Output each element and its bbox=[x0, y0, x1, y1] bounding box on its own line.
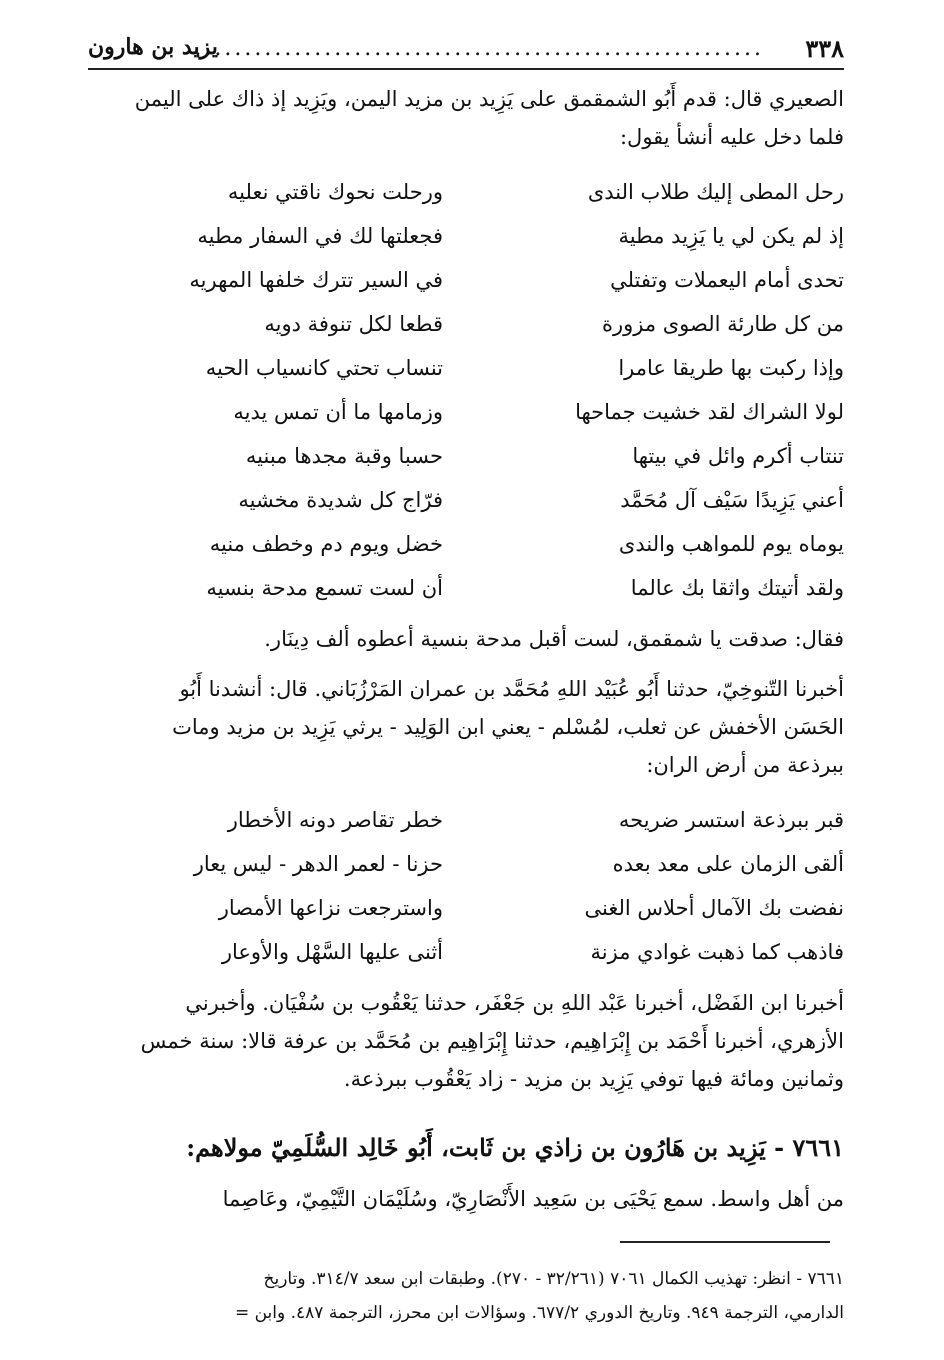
poem-one bbox=[88, 180, 844, 620]
footnote-separator bbox=[620, 1241, 830, 1243]
second-hemistich: فرّاج كل شديدة مخشيه bbox=[238, 488, 443, 512]
first-hemistich: تنتاب أكرم وائل في بيتها bbox=[632, 444, 844, 468]
second-hemistich: أثنى عليها السَّهْل والأوعار bbox=[221, 940, 443, 964]
paragraph-line: أخبرنا التّنوخِيّ، حدثنا أَبُو عُبَيْد اللهِ مُحَمَّد بن عمران المَرْزُبَاني. قال: أنشدنا أَبُو bbox=[179, 677, 844, 701]
first-hemistich: يوماه يوم للمواهب والندى bbox=[618, 532, 844, 556]
paragraph-line: أخبرنا ابن الفَضْل، أخبرنا عَبْد اللهِ بن جَعْفَر، حدثنا يَعْقُوب بن سُفْيَان. وأخبرني bbox=[185, 991, 844, 1015]
paragraph-line: الحَسَن الأخفش عن ثعلب، لمُسْلم - يعني ابن الوَلِيد - يرثي يَزِيد بن مزيد ومات bbox=[172, 715, 844, 739]
intro-paragraph bbox=[88, 80, 844, 156]
first-hemistich: إذ لم يكن لي يا يَزِيد مطية bbox=[618, 224, 844, 248]
verse bbox=[88, 808, 844, 852]
second-hemistich: أن لست تسمع مدحة بنسيه bbox=[206, 576, 443, 600]
second-hemistich: حزنا - لعمر الدهر - ليس يعار bbox=[193, 852, 443, 876]
verse bbox=[88, 896, 844, 940]
closing-line: فقال: صدقت يا شمقمق، لست أقبل مدحة بنسية أعطوه ألف دِينَار. bbox=[264, 627, 844, 651]
second-hemistich: فجعلتها لك في السفار مطيه bbox=[197, 224, 443, 248]
first-hemistich: نفضت بك الآمال أحلاس الغنى bbox=[584, 896, 844, 920]
verse bbox=[88, 268, 844, 312]
paragraph-line: وثمانين ومائة فيها توفي يَزِيد بن مزيد - زاد يَعْقُوب ببرذعة. bbox=[343, 1067, 844, 1091]
first-hemistich: رحل المطى إليك طلاب الندى bbox=[587, 180, 844, 204]
first-hemistich: وإذا ركبت بها طريقا عامرا bbox=[618, 356, 844, 380]
second-hemistich: قطعا لكل تنوفة دويه bbox=[264, 312, 443, 336]
paragraph-line: ببرذعة من أرض الران: bbox=[646, 753, 844, 777]
intro-line: فلما دخل عليه أنشأ يقول: bbox=[619, 125, 844, 149]
verse bbox=[88, 532, 844, 576]
first-hemistich: لولا الشراك لقد خشيت جماحها bbox=[575, 400, 844, 424]
second-hemistich: خطر تقاصر دونه الأخطار bbox=[227, 808, 443, 832]
page-header bbox=[88, 34, 844, 70]
page-number: ٣٣٨ bbox=[805, 34, 844, 63]
verse bbox=[88, 224, 844, 268]
intro-line: الصعيري قال: قدم أَبُو الشمقمق على يَزِيد بن مزيد اليمن، ويَزِيد إذ ذاك على اليمن bbox=[134, 87, 844, 111]
running-title: يزيد بن هارون bbox=[88, 34, 218, 60]
verse bbox=[88, 576, 844, 620]
first-hemistich: من كل طارئة الصوى مزورة bbox=[601, 312, 844, 336]
verse bbox=[88, 444, 844, 488]
second-hemistich: حسبا وقبة مجدها مبنيه bbox=[245, 444, 443, 468]
entry-line: من أهل واسط. سمع يَحْيَى بن سَعِيد الأَنْصَارِيّ، وسُلَيْمَان التَّيْمِيّ، وعَاصِما bbox=[222, 1187, 844, 1211]
first-hemistich: فاذهب كما ذهبت غوادي مزنة bbox=[590, 940, 844, 964]
verse bbox=[88, 180, 844, 224]
poem-two bbox=[88, 808, 844, 984]
verse bbox=[88, 488, 844, 532]
biography-entry-text bbox=[88, 1180, 844, 1218]
verse bbox=[88, 852, 844, 896]
verse bbox=[88, 400, 844, 444]
second-hemistich: في السير تترك خلفها المهريه bbox=[189, 268, 443, 292]
footnote bbox=[88, 1262, 844, 1330]
footnote-line: الدارمي، الترجمة ٩٤٩. وتاريخ الدوري ٦٧٧/٢. وسؤالات ابن محرز، الترجمة ٤٨٧. وابن = bbox=[234, 1303, 844, 1323]
first-hemistich: ألقى الزمان على معد بعده bbox=[612, 852, 844, 876]
second-hemistich: ورحلت نحوك ناقتي نعليه bbox=[227, 180, 443, 204]
footnote-line: ٧٦٦١ - انظر: تهذيب الكمال ٧٠٦١ (٣٢/٢٦١ - ٢٧٠). وطبقات ابن سعد ٣١٤/٧. وتاريخ bbox=[263, 1269, 844, 1289]
poem-one-closing bbox=[88, 620, 844, 658]
third-paragraph bbox=[88, 984, 844, 1098]
second-paragraph bbox=[88, 670, 844, 784]
second-hemistich: تنساب تحتي كانسياب الحيه bbox=[205, 356, 443, 380]
header-leader-dots: ......................................................... bbox=[194, 36, 764, 61]
first-hemistich: تحدى أمام اليعملات وتفتلي bbox=[610, 268, 844, 292]
second-hemistich: خضل ويوم دم وخطف منيه bbox=[209, 532, 443, 556]
second-hemistich: وزمامها ما أن تمس يديه bbox=[233, 400, 443, 424]
verse bbox=[88, 356, 844, 400]
verse bbox=[88, 940, 844, 984]
paragraph-line: الأزهري، أخبرنا أَحْمَد بن إِبْرَاهِيم، حدثنا إِبْرَاهِيم بن مُحَمَّد بن عرفة قالا: سنة خمس bbox=[140, 1029, 844, 1053]
second-hemistich: واسترجعت نزاعها الأمصار bbox=[218, 896, 443, 920]
first-hemistich: أعني يَزِيدًا سَيْف آل مُحَمَّد bbox=[620, 488, 844, 512]
first-hemistich: ولقد أتيتك واثقا بك عالما bbox=[630, 576, 844, 600]
biography-entry-heading: ٧٦٦١ - يَزِيد بن هَارُون بن زاذي بن ثَابت، أَبُو خَالِد السُّلَمِيّ مولاهم: bbox=[186, 1133, 844, 1162]
verse bbox=[88, 312, 844, 356]
first-hemistich: قبر ببرذعة استسر ضريحه bbox=[618, 808, 844, 832]
